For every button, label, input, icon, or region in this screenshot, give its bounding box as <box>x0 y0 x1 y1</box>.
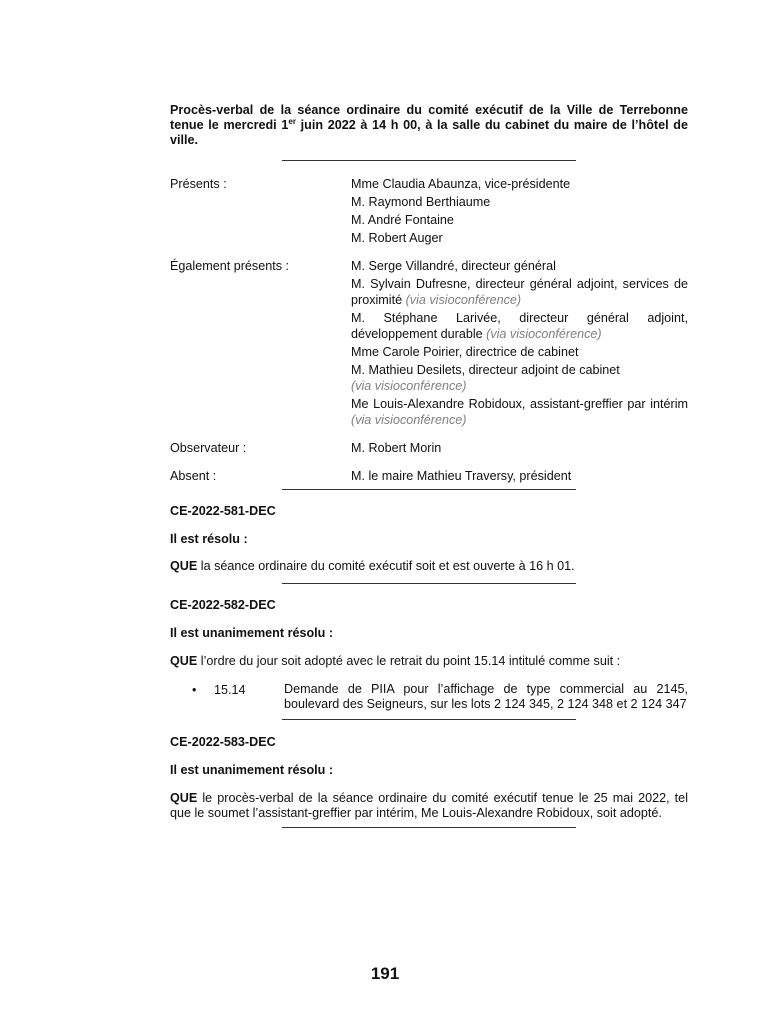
egalement-member <box>351 310 688 342</box>
title-superscript: er <box>288 116 296 126</box>
resolution-text <box>170 559 688 574</box>
resolution-code: CE-2022-583-DEC <box>170 735 276 749</box>
member-name: Me Louis-Alexandre Robidoux, assistant-greffier par intérim <box>351 397 688 411</box>
separator-rule <box>282 827 576 828</box>
resolution-statement: Il est unanimement résolu : <box>170 763 334 777</box>
via-note: (via visioconférence) <box>351 413 467 427</box>
egalement-list <box>351 258 688 430</box>
egalement-member: Mme Carole Poirier, directrice de cabinet <box>351 345 579 359</box>
presents-row <box>170 176 688 248</box>
absent-value: M. le maire Mathieu Traversy, président <box>351 469 572 483</box>
presents-member: M. Raymond Berthiaume <box>351 195 491 209</box>
egalement-member <box>351 276 688 308</box>
presents-member: Mme Claudia Abaunza, vice-présidente <box>351 177 571 191</box>
observateur-row <box>170 440 688 456</box>
document-title <box>170 103 688 148</box>
resolution-code: CE-2022-581-DEC <box>170 504 276 518</box>
resolution-statement: Il est unanimement résolu : <box>170 626 334 640</box>
absent-row <box>170 468 688 484</box>
observateur-label: Observateur : <box>170 441 247 455</box>
list-item <box>192 682 688 712</box>
separator-rule <box>282 489 576 490</box>
egalement-row <box>170 258 688 430</box>
egalement-member: M. Serge Villandré, directeur général <box>351 259 556 273</box>
resolution-body: le procès-verbal de la séance ordinaire du comité exécutif tenue le 25 mai 2022, tel que le soumet l’assistant-greffier par intérim, Me Louis-Alexandre Robidoux, soit adopté. <box>170 791 688 820</box>
que-keyword: QUE <box>170 791 198 805</box>
page-number: 191 <box>370 964 400 983</box>
title-text-part1: Procès-verbal de la séance ordinaire du comité exécutif de la Ville de Terrebonne tenue le mercredi 1 <box>170 103 688 132</box>
member-name: M. Sylvain Dufresne, directeur général adjoint, services de proximité <box>351 277 688 307</box>
document-page <box>170 103 688 828</box>
via-note: (via visioconférence) <box>486 327 602 341</box>
resolution-code: CE-2022-582-DEC <box>170 598 276 612</box>
resolution-body: l’ordre du jour soit adopté avec le retrait du point 15.14 intitulé comme suit : <box>197 654 621 668</box>
presents-list <box>351 176 688 248</box>
via-note: (via visioconférence) <box>351 379 467 393</box>
item-text: Demande de PIIA pour l’affichage de type commercial au 2145, boulevard des Seigneurs, sur les lots 2 124 345, 2 124 348 et 2 124 347 <box>284 682 688 711</box>
title-text-part2: juin 2022 à 14 h 00, à la salle du cabinet du maire de l’hôtel de ville. <box>170 118 689 147</box>
separator-rule <box>282 160 576 161</box>
resolution-text <box>170 791 688 821</box>
presents-label: Présents : <box>170 177 227 191</box>
presents-member: M. André Fontaine <box>351 213 454 227</box>
presents-member: M. Robert Auger <box>351 231 443 245</box>
separator-rule <box>282 583 576 584</box>
resolution-statement: Il est résolu : <box>170 532 248 546</box>
que-keyword: QUE <box>170 654 198 668</box>
resolution-text <box>170 654 688 669</box>
item-number: 15.14 <box>214 683 246 697</box>
via-note: (via visioconférence) <box>405 293 522 307</box>
resolution-body: la séance ordinaire du comité exécutif soit et est ouverte à 16 h 01. <box>197 559 575 573</box>
member-name: M. Stéphane Larivée, directeur général adjoint, développement durable <box>351 311 688 341</box>
egalement-label: Également présents : <box>170 259 290 273</box>
separator-rule <box>282 719 576 720</box>
member-name: M. Mathieu Desilets, directeur adjoint de cabinet <box>351 363 620 377</box>
observateur-value: M. Robert Morin <box>351 441 442 455</box>
que-keyword: QUE <box>170 559 198 573</box>
egalement-member <box>351 362 688 394</box>
bullet-icon: • <box>192 683 197 697</box>
absent-label: Absent : <box>170 469 217 483</box>
egalement-member <box>351 396 688 428</box>
